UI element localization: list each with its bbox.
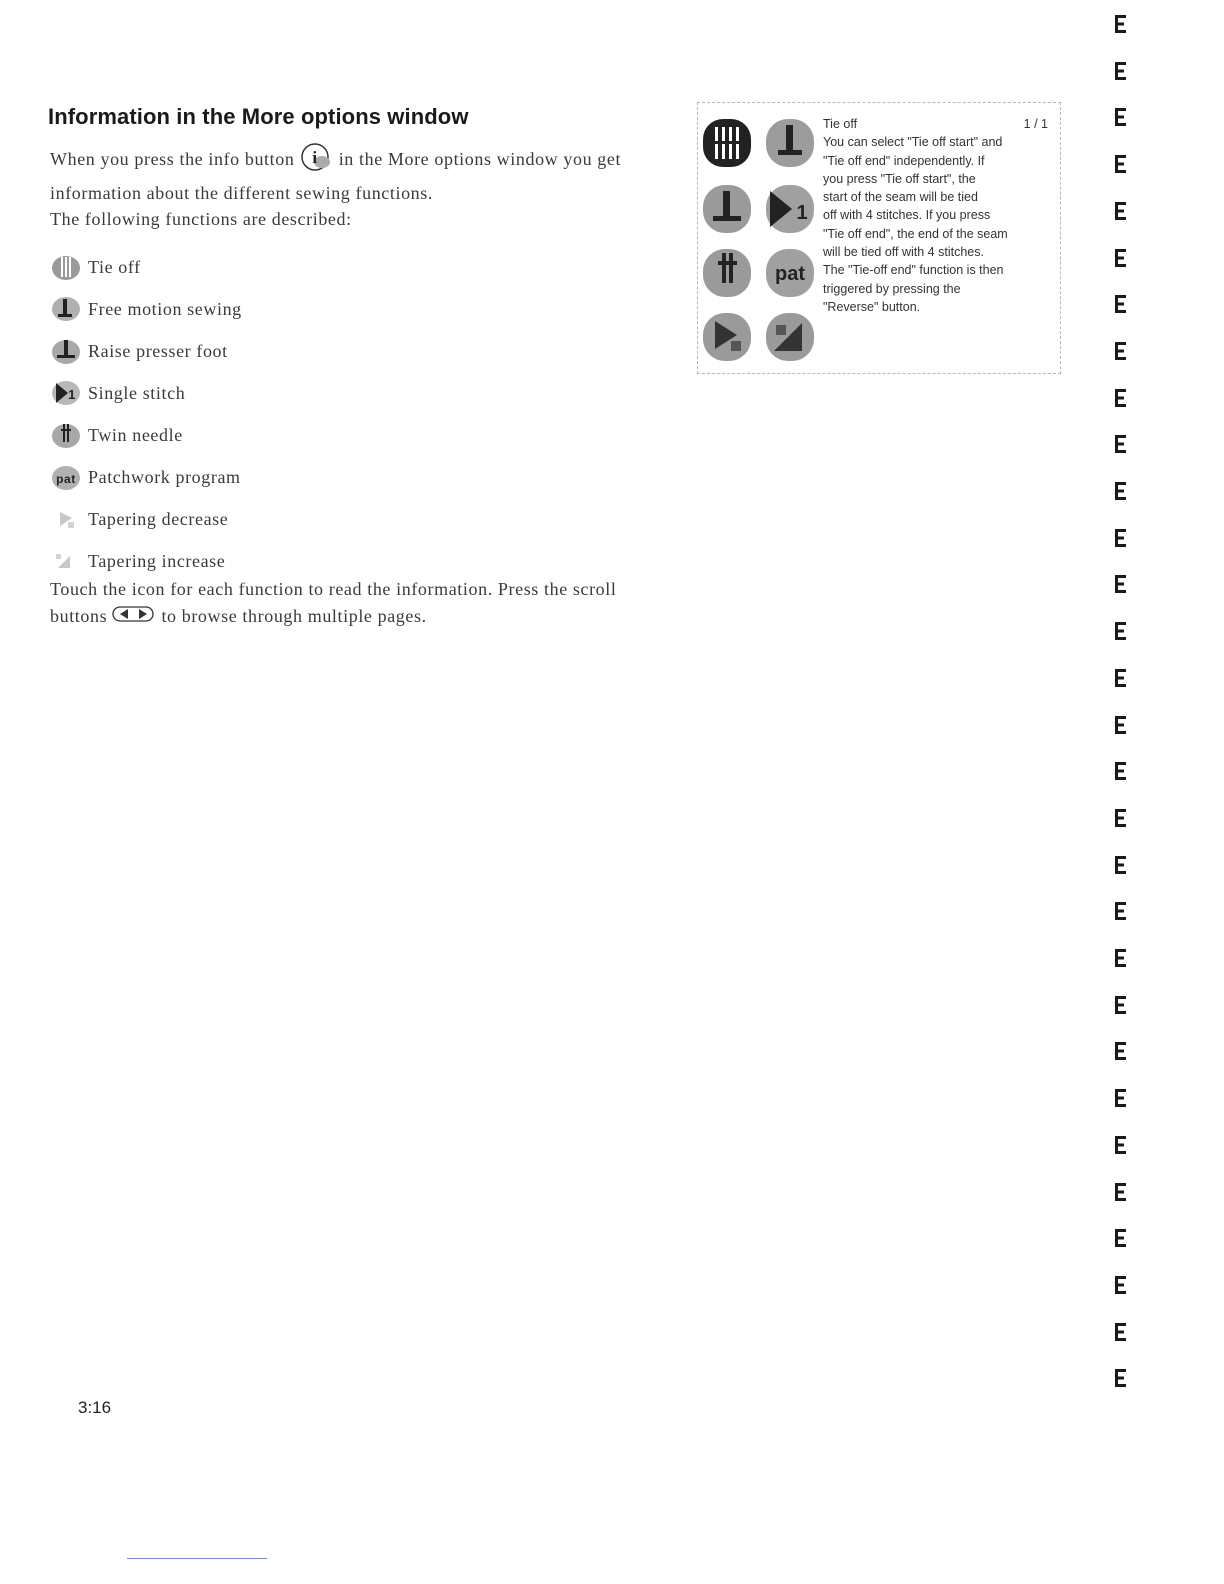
svg-text:i: i bbox=[311, 148, 318, 167]
info-line: will be tied off with 4 stitches. bbox=[823, 245, 984, 260]
svg-text:1: 1 bbox=[68, 387, 76, 402]
chapter-tab-mark bbox=[1114, 388, 1128, 408]
chapter-tab-mark bbox=[1114, 621, 1128, 641]
single-stitch-icon[interactable] bbox=[764, 183, 816, 235]
free-motion-icon[interactable] bbox=[764, 117, 816, 169]
info-line: off with 4 stitches. If you press bbox=[823, 208, 991, 223]
chapter-tab-mark bbox=[1114, 1228, 1128, 1248]
chapter-tab-mark bbox=[1114, 668, 1128, 688]
info-line: "Reverse" button. bbox=[823, 299, 921, 314]
chapter-tab-mark bbox=[1114, 434, 1128, 454]
intro-text-start: When you press the info button bbox=[50, 149, 295, 170]
intro-paragraph bbox=[50, 142, 670, 207]
tie-off-icon bbox=[50, 252, 82, 282]
twin-needle-icon[interactable] bbox=[701, 247, 753, 299]
list-item bbox=[50, 498, 450, 540]
info-line: triggered by pressing the bbox=[823, 281, 961, 296]
tapering-increase-icon bbox=[50, 546, 82, 576]
chapter-tab-mark bbox=[1114, 1088, 1128, 1108]
chapter-tab-mark bbox=[1114, 1041, 1128, 1061]
chapter-tab-mark bbox=[1114, 1275, 1128, 1295]
page-title: Information in the More options window bbox=[48, 104, 469, 129]
patchwork-icon bbox=[50, 462, 82, 492]
list-item bbox=[50, 330, 450, 372]
function-label: Tapering decrease bbox=[88, 508, 229, 529]
info-line: "Tie off end" independently. If bbox=[823, 153, 985, 168]
info-text-panel bbox=[823, 115, 1048, 316]
chapter-tab-mark bbox=[1114, 1368, 1128, 1388]
presser-foot-icon bbox=[50, 336, 82, 366]
chapter-tab-mark bbox=[1114, 1135, 1128, 1155]
chapter-tab-mark bbox=[1114, 528, 1128, 548]
closing-text-end: to browse through multiple pages. bbox=[161, 606, 427, 626]
function-label: Free motion sewing bbox=[88, 298, 242, 319]
list-item bbox=[50, 288, 450, 330]
chapter-tab-mark bbox=[1114, 248, 1128, 268]
chapter-tab-mark bbox=[1114, 808, 1128, 828]
function-label: Tie off bbox=[88, 256, 141, 277]
chapter-tab-mark bbox=[1114, 294, 1128, 314]
chapter-tab-mark bbox=[1114, 948, 1128, 968]
chapter-tab-mark bbox=[1114, 61, 1128, 81]
single-stitch-icon bbox=[50, 378, 82, 408]
chapter-tab-mark bbox=[1114, 1322, 1128, 1342]
divider bbox=[127, 1558, 267, 1559]
chapter-tab-mark bbox=[1114, 201, 1128, 221]
free-motion-icon bbox=[50, 294, 82, 324]
presser-foot-icon[interactable] bbox=[701, 183, 753, 235]
function-label: Raise presser foot bbox=[88, 340, 228, 361]
chapter-tab-mark bbox=[1114, 1182, 1128, 1202]
patchwork-icon[interactable] bbox=[764, 247, 816, 299]
chapter-tab-mark bbox=[1114, 995, 1128, 1015]
chapter-tab-mark bbox=[1114, 901, 1128, 921]
info-line: You can select "Tie off start" and bbox=[823, 135, 1003, 150]
list-item bbox=[50, 246, 450, 288]
more-options-info-screen bbox=[697, 102, 1061, 374]
info-header bbox=[823, 115, 1048, 133]
info-line: The "Tie-off end" function is then bbox=[823, 263, 1004, 278]
chapter-tab-mark bbox=[1114, 481, 1128, 501]
page-number: 3:16 bbox=[78, 1398, 112, 1417]
function-label: Single stitch bbox=[88, 382, 186, 403]
info-line: start of the seam will be tied bbox=[823, 190, 978, 205]
tapering-increase-icon[interactable] bbox=[764, 311, 816, 363]
info-page-indicator: 1 / 1 bbox=[1023, 117, 1048, 131]
info-line: "Tie off end", the end of the seam bbox=[823, 226, 1008, 241]
chapter-tab-mark bbox=[1114, 341, 1128, 361]
list-item bbox=[50, 456, 450, 498]
svg-text:1: 1 bbox=[796, 202, 808, 224]
twin-needle-icon bbox=[50, 420, 82, 450]
function-label: Tapering increase bbox=[88, 550, 226, 571]
info-line: you press "Tie off start", the bbox=[823, 171, 976, 186]
chapter-tab-mark bbox=[1114, 14, 1128, 34]
list-item bbox=[50, 414, 450, 456]
tapering-decrease-icon[interactable] bbox=[701, 311, 753, 363]
scroll-buttons-icon bbox=[112, 604, 156, 632]
function-label: Patchwork program bbox=[88, 466, 241, 487]
list-item bbox=[50, 372, 450, 414]
tapering-decrease-icon bbox=[50, 504, 82, 534]
info-title: Tie off bbox=[823, 117, 858, 131]
tie-off-icon[interactable] bbox=[701, 117, 753, 169]
chapter-tab-mark bbox=[1114, 154, 1128, 174]
svg-text:pat: pat bbox=[775, 263, 805, 285]
closing-paragraph bbox=[50, 576, 650, 632]
chapter-tab-mark bbox=[1114, 574, 1128, 594]
described-label: The following functions are described: bbox=[50, 209, 352, 229]
chapter-tab-mark bbox=[1114, 107, 1128, 127]
closing-text-start: Touch the icon for each function to read the information. Press the scroll buttons bbox=[50, 579, 617, 626]
chapter-tab-mark bbox=[1114, 761, 1128, 781]
intro-text-end: in the More options window you get information about the different sewing functions. bbox=[50, 149, 622, 203]
function-label: Twin needle bbox=[88, 424, 183, 445]
chapter-tab-mark bbox=[1114, 855, 1128, 875]
info-icon bbox=[300, 142, 334, 180]
chapter-tab-mark bbox=[1114, 715, 1128, 735]
function-list bbox=[50, 246, 450, 582]
svg-text:pat: pat bbox=[56, 472, 76, 486]
